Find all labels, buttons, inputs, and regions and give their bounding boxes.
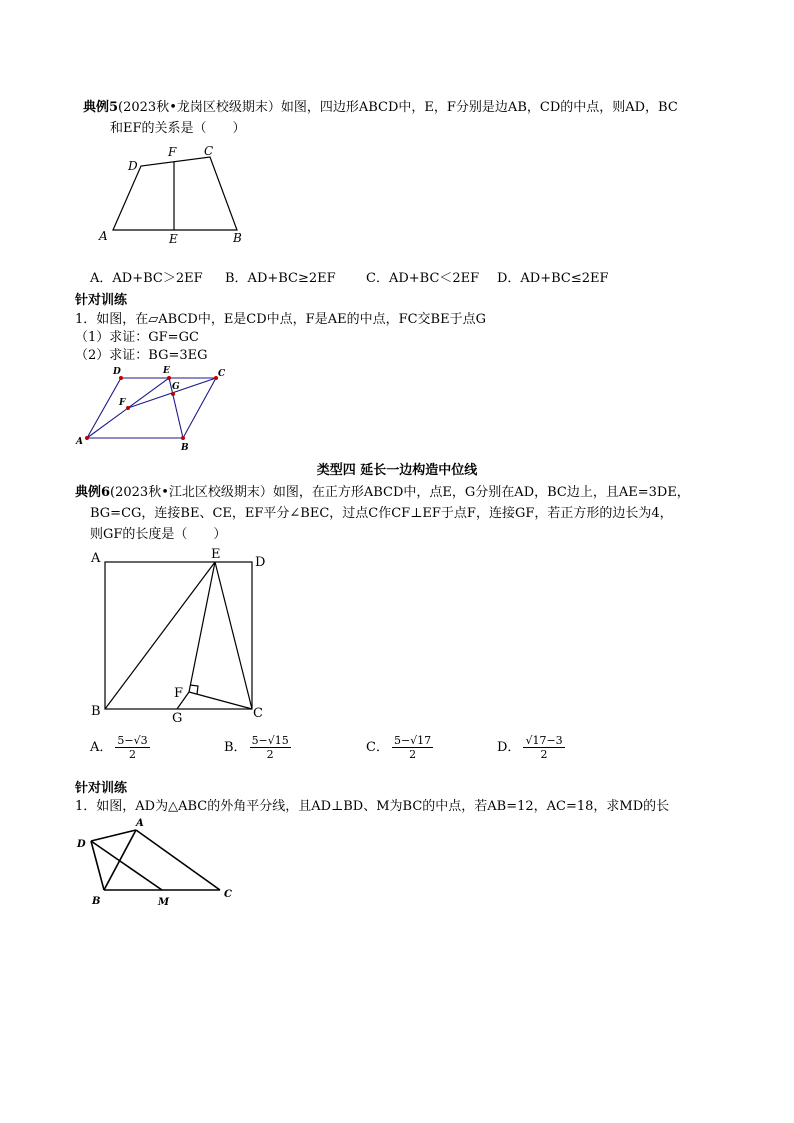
label-b: B [233, 231, 242, 245]
example6-option-d: D． $\frac{√17-3}{2}$ [497, 734, 563, 761]
label-e: E [169, 232, 178, 246]
example6-question-line3: 则GF的长度是（ ） [90, 527, 227, 542]
training2-heading: 针对训练 [75, 781, 128, 796]
label-m: M [158, 897, 170, 908]
example5-option-b: B．AD+BC≥2EF [225, 271, 336, 286]
label-d: D [255, 555, 266, 570]
label-c: C [253, 706, 263, 721]
label-e: E [211, 547, 221, 562]
training1-part2: （2）求证：BG=3EG [75, 348, 208, 363]
option-d-denominator: 2 [540, 748, 548, 761]
example5-source: (2023秋•龙岗区校级期末） [118, 100, 281, 115]
example6-option-b: B． $\frac{5-√15}{2}$ [224, 734, 289, 761]
option-b-numerator: 5−√15 [251, 734, 289, 747]
label-a: A [136, 818, 144, 829]
label-g: G [172, 711, 183, 726]
example5-label: 典例5 [83, 100, 119, 115]
example5-option-d: D．AD+BC≤2EF [497, 271, 609, 286]
section4-title: 类型四 延长一边构造中位线 [316, 463, 478, 478]
training2-triangle-figure [72, 815, 242, 910]
label-b: B [92, 896, 101, 907]
option-b-denominator: 2 [266, 748, 274, 761]
training1-question: 1．如图，在▱ABCD中，E是CD中点，F是AE的中点，FC交BE于点G [75, 312, 486, 327]
label-a: A [91, 551, 101, 566]
training1-part1: （1）求证：GF=GC [75, 330, 199, 345]
label-c: C [218, 369, 226, 379]
label-a: A [76, 437, 83, 447]
example6-question-line2: BG=CG，连接BE、CE，EF平分∠BEC，过点C作CF⊥EF于点F，连接GF，若正方形的边长为4， [90, 506, 673, 521]
label-a: A [99, 229, 108, 243]
example6-option-c: C． $\frac{5-√17}{2}$ [366, 734, 432, 761]
option-a-numerator: 5−√3 [117, 734, 148, 747]
label-f: F [119, 398, 126, 408]
label-c: C [224, 889, 232, 900]
option-c-numerator: 5−√17 [393, 734, 432, 747]
label-g: G [172, 382, 180, 392]
training2-question: 1．如图，AD为△ABC的外角平分线，且AD⊥BD、M为BC的中点，若AB=12，AC=18，求MD的长 [75, 799, 670, 814]
label-f: F [174, 686, 184, 701]
label-d: D [77, 839, 86, 850]
label-d: D [128, 159, 138, 173]
label-b: B [91, 704, 101, 719]
example5-trapezoid-figure [95, 142, 255, 250]
option-c-denominator: 2 [409, 748, 417, 761]
example6-text: 如图，在正方形ABCD中，点E，G分别在AD，BC边上，且AE=3DE， [272, 485, 690, 500]
training1-heading: 针对训练 [75, 293, 128, 308]
label-b: B [181, 443, 189, 453]
label-e: E [163, 366, 170, 376]
example5-option-a: A．AD+BC＞2EF [90, 271, 203, 286]
example6-label: 典例6 [75, 485, 111, 500]
example6-option-a: A． $\frac{5-√3}{2}$ [90, 734, 148, 761]
example5-question-line2: 和EF的关系是（ ） [110, 121, 246, 136]
example6-question-line1 [75, 481, 690, 500]
option-a-denominator: 2 [129, 748, 136, 761]
example5-text: 如图，四边形ABCD中，E，F分别是边AB，CD的中点，则AD，BC [280, 100, 678, 115]
example6-square-figure [85, 545, 275, 727]
example6-source: (2023秋•江北区校级期末） [110, 485, 273, 500]
label-f: F [168, 145, 177, 159]
example5-question-line1 [83, 96, 678, 115]
training1-parallelogram-figure [75, 365, 235, 455]
option-d-numerator: √17−3 [525, 734, 563, 747]
label-d: D [113, 367, 121, 377]
label-c: C [204, 144, 214, 158]
example5-option-c: C．AD+BC＜2EF [366, 271, 480, 286]
